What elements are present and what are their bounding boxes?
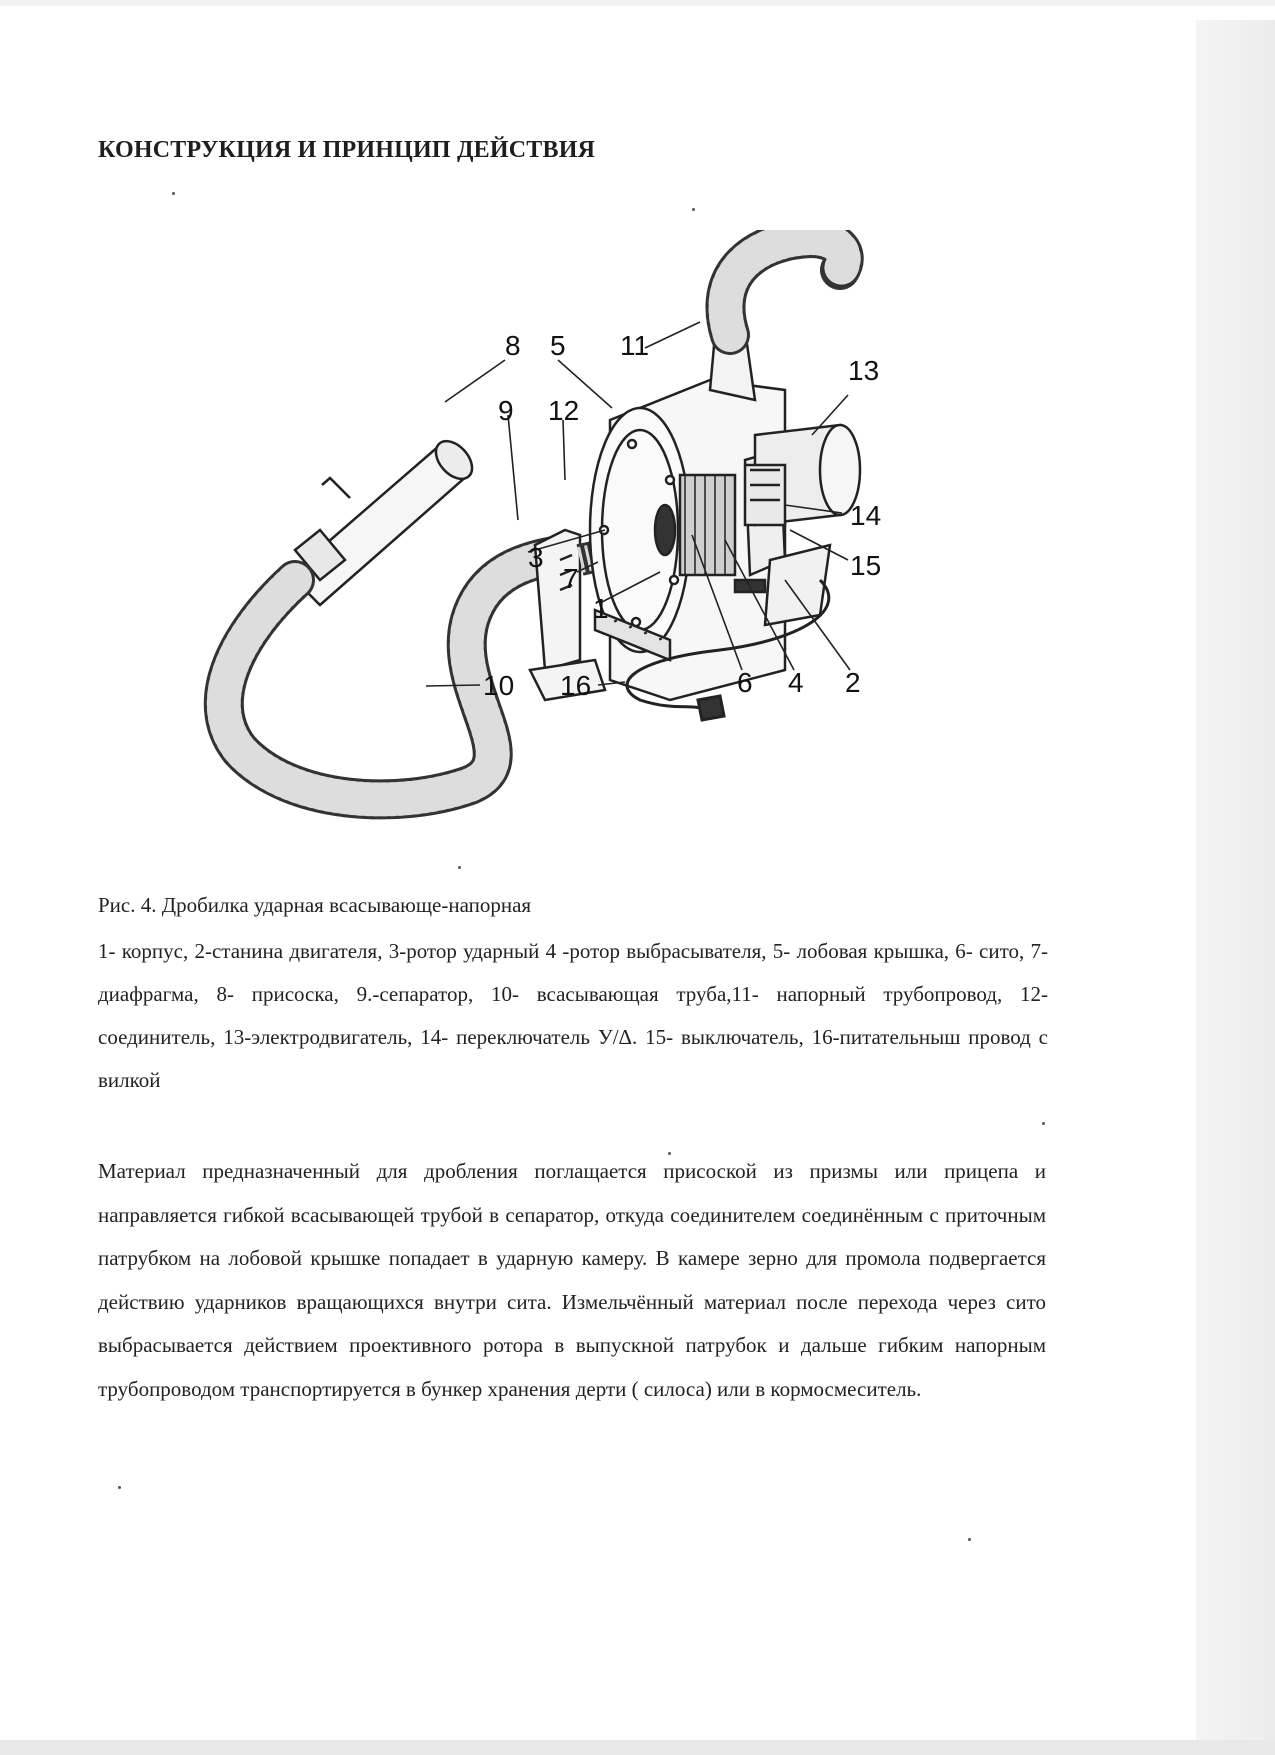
- scan-speck: [118, 1486, 121, 1489]
- callout-1: 1: [593, 593, 609, 624]
- section-heading: КОНСТРУКЦИЯ И ПРИНЦИП ДЕЙСТВИЯ: [98, 137, 596, 163]
- callout-7: 7: [563, 563, 579, 594]
- suction-nozzle-drawing: [290, 434, 479, 605]
- crusher-figure: [200, 230, 1000, 850]
- scan-edge-top: [0, 0, 1275, 6]
- callout-13: 13: [848, 355, 880, 386]
- scan-speck: [692, 208, 695, 211]
- callout-10: 10: [483, 670, 515, 701]
- callout-11: 11: [620, 330, 650, 361]
- callout-4: 4: [788, 667, 804, 698]
- callout-12: 12: [548, 395, 580, 426]
- scan-speck: [668, 1152, 671, 1155]
- callout-8: 8: [505, 330, 521, 361]
- scan-speck: [968, 1538, 971, 1541]
- callout-15: 15: [850, 550, 882, 581]
- figure-legend: 1- корпус, 2-станина двигателя, 3-ротор ударный 4 -ротор выбрасывателя, 5- лобовая крышка, 6- сито, 7- диафрагма, 8- присоска, 9.-сепаратор, 10- всасывающая труба,11- напорный трубопровод, 12-соединитель, 13-электродвигатель, 14- переключатель У/Δ. 15- выключатель, 16-питательныш провод с вилкой: [98, 939, 1048, 1092]
- scan-speck: [1042, 1122, 1045, 1125]
- callout-5: 5: [550, 330, 566, 361]
- pressure-hose-drawing: [710, 238, 844, 400]
- crusher-drawing: [200, 230, 1000, 850]
- callout-14: 14: [850, 500, 882, 531]
- crusher-housing-drawing: [590, 380, 785, 700]
- scan-speck: [172, 192, 175, 195]
- callout-2: 2: [845, 667, 861, 698]
- scan-speck: [458, 866, 461, 869]
- callout-9: 9: [498, 395, 514, 426]
- body-paragraph: Материал предназначенный для дробления поглащается присоской из призмы или прицепа и направляется гибкой всасывающей трубой в сепаратор, откуда соединителем соединённым с приточным патрубком на лобовой крышке попадает в ударную камеру. В камере зерно для промола подвергается действию ударников вращающихся внутри сита. Измельчённый материал после перехода через сито выбрасывается действием проективного ротора в выпускной патрубок и дальше гибким напорным трубопроводом транспортируется в бункер хранения дерти ( силоса) или в кормосмеситель.: [98, 1159, 1046, 1401]
- scan-edge-right: [1196, 20, 1275, 1755]
- scan-edge-bottom: [0, 1740, 1275, 1755]
- callout-16: 16: [560, 670, 592, 701]
- callout-3: 3: [528, 542, 544, 573]
- callout-6: 6: [737, 667, 753, 698]
- figure-caption: Рис. 4. Дробилка ударная всасывающе-напорная: [98, 893, 532, 917]
